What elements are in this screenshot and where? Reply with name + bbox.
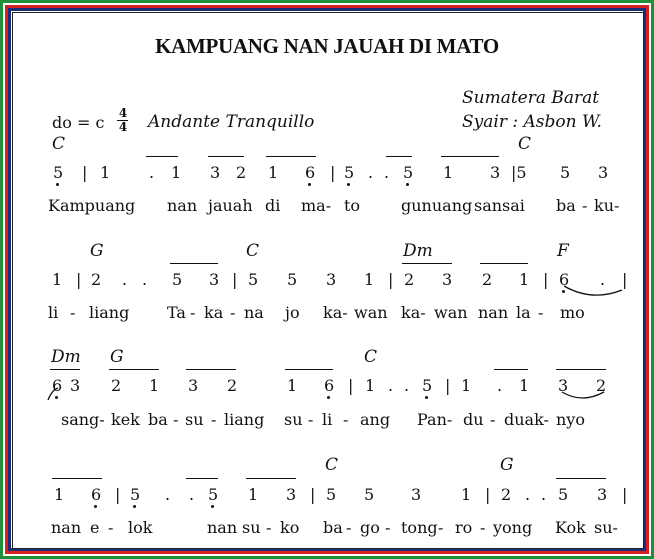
lyric: - <box>173 410 179 429</box>
barline: | <box>485 485 491 504</box>
lyric: - <box>346 518 352 537</box>
note: 6 <box>91 485 102 504</box>
note: 5 <box>53 163 64 182</box>
note: 2 <box>404 270 415 289</box>
note: 1 <box>519 376 530 395</box>
note: 1 <box>364 270 375 289</box>
note: 2 <box>236 163 247 182</box>
note: 5 <box>130 485 141 504</box>
lyric: - <box>70 303 76 322</box>
note: 3 <box>188 376 199 395</box>
lyric: - <box>343 410 349 429</box>
note: 1 <box>54 485 65 504</box>
lyric: su- <box>594 518 618 537</box>
lyric: - <box>538 303 544 322</box>
lyric: ka <box>204 303 224 322</box>
lyric: - <box>480 518 486 537</box>
note: 6 <box>324 376 335 395</box>
barline: | <box>445 376 451 395</box>
note: 1 <box>519 270 530 289</box>
chord: G <box>500 455 514 475</box>
lyric: jo <box>285 303 300 322</box>
lyric: duak- <box>504 410 549 429</box>
note: 3 <box>209 270 220 289</box>
lyric: ba <box>323 518 343 537</box>
lyric: na <box>244 303 264 322</box>
origin-label: Sumatera Barat <box>462 88 600 108</box>
barline: | <box>622 270 628 289</box>
time-signature-bottom: 4 <box>118 120 128 134</box>
lyric: - <box>211 410 217 429</box>
slur <box>44 386 64 402</box>
note-rest: . <box>388 376 394 395</box>
note: 6 <box>559 270 570 289</box>
note-rest: . <box>149 163 155 182</box>
lyric: su <box>242 518 261 537</box>
lyric: liang <box>89 303 130 322</box>
lyric: ka- <box>401 303 426 322</box>
chord: C <box>325 455 339 475</box>
lyric: to <box>344 196 361 215</box>
note: 3 <box>598 163 609 182</box>
note-rest: . <box>142 270 148 289</box>
lyric: ma- <box>301 196 332 215</box>
note: 5 <box>287 270 298 289</box>
note: 1 <box>248 485 259 504</box>
lyric: nan <box>478 303 509 322</box>
lyric: di <box>265 196 281 215</box>
lyricist-label: Syair : Asbon W. <box>462 112 602 132</box>
note: 5 <box>560 163 571 182</box>
note: 1 <box>149 376 160 395</box>
lyric: Kok <box>555 518 586 537</box>
lyric: su <box>284 410 303 429</box>
slur <box>560 390 610 404</box>
lyric: - <box>490 410 496 429</box>
note-rest: . <box>122 270 128 289</box>
barline: | <box>348 376 354 395</box>
lyric: - <box>438 518 444 537</box>
note: 5 <box>558 485 569 504</box>
note-rest: . <box>541 485 547 504</box>
barline: | <box>115 485 121 504</box>
lyric: wan <box>354 303 388 322</box>
tempo-marking: Andante Tranquillo <box>148 112 315 132</box>
lyric: ko <box>280 518 300 537</box>
barline: | <box>622 485 628 504</box>
lyric: sansai <box>474 196 525 215</box>
lyric: li <box>48 303 59 322</box>
lyric: gunuang <box>401 196 473 215</box>
lyric: li <box>322 410 333 429</box>
note: 3 <box>597 485 608 504</box>
chord: Dm <box>51 347 81 367</box>
note: 1 <box>287 376 298 395</box>
note: 5 <box>422 376 433 395</box>
lyric: ba <box>556 196 576 215</box>
slur <box>562 284 624 300</box>
lower-octave-dot <box>56 183 59 186</box>
lyric: tong <box>401 518 438 537</box>
note: 2 <box>227 376 238 395</box>
lyric: nan <box>207 518 238 537</box>
barline: | <box>388 270 394 289</box>
note: 3 <box>70 376 81 395</box>
lyric: liang <box>224 410 265 429</box>
time-signature-top: 4 <box>118 106 128 120</box>
lyric: - <box>308 410 314 429</box>
lyric: wan <box>434 303 468 322</box>
lyric: - <box>230 303 236 322</box>
note: 3 <box>286 485 297 504</box>
note: 1 <box>461 376 472 395</box>
note: 3 <box>411 485 422 504</box>
lyric: - <box>582 196 588 215</box>
note: 1 <box>268 163 279 182</box>
barline: | <box>330 163 336 182</box>
note: 1 <box>461 485 472 504</box>
note: 3 <box>558 376 569 395</box>
note: 2 <box>596 376 607 395</box>
key-signature: do = c <box>52 113 105 132</box>
chord: F <box>557 241 569 261</box>
note-rest: . <box>384 163 390 182</box>
barline: | <box>76 270 82 289</box>
note: 5 <box>326 485 337 504</box>
note-rest: . <box>165 485 171 504</box>
lyric: Ta <box>167 303 186 322</box>
note: 3 <box>326 270 337 289</box>
lyric: Kampuang <box>48 196 136 215</box>
lyric: go <box>360 518 380 537</box>
note: 6 <box>52 376 63 395</box>
note-rest: . <box>368 163 374 182</box>
lyric: lok <box>128 518 153 537</box>
note-rest: . <box>525 485 531 504</box>
note: 6 <box>305 163 316 182</box>
chord: G <box>110 347 124 367</box>
chord: G <box>90 241 104 261</box>
note: 3 <box>442 270 453 289</box>
barline: | <box>543 270 549 289</box>
note-rest: . <box>404 376 410 395</box>
barline: | <box>82 163 88 182</box>
barline: | <box>232 270 238 289</box>
lyric: - <box>385 518 391 537</box>
chord: C <box>364 347 378 367</box>
lyric: - <box>266 518 272 537</box>
note: 5 <box>248 270 259 289</box>
lyric: kek <box>111 410 140 429</box>
note: 5 <box>208 485 219 504</box>
note: 1 <box>443 163 454 182</box>
frame-blue-border <box>8 8 646 11</box>
lyric: ba <box>148 410 168 429</box>
lyric: ka- <box>323 303 348 322</box>
note: 2 <box>91 270 102 289</box>
note: 3 <box>210 163 221 182</box>
lyric: la <box>516 303 531 322</box>
chord: Dm <box>403 241 433 261</box>
barline: | <box>310 485 316 504</box>
lyric: Pan- <box>417 410 453 429</box>
note: 3 <box>490 163 501 182</box>
lyric: nan <box>167 196 198 215</box>
lyric: - <box>108 518 114 537</box>
lyric: e <box>90 518 100 537</box>
note: 5 <box>344 163 355 182</box>
note: 5 <box>403 163 414 182</box>
lyric: - <box>190 303 196 322</box>
note-rest: . <box>497 376 503 395</box>
chord: C <box>518 134 532 154</box>
note: 1 <box>171 163 182 182</box>
note: 2 <box>111 376 122 395</box>
lyric: ro <box>455 518 473 537</box>
lyric: jauah <box>208 196 253 215</box>
lyric: nan <box>51 518 82 537</box>
note: 1 <box>100 163 111 182</box>
note: 1 <box>365 376 376 395</box>
chord: C <box>52 134 66 154</box>
lyric: ku- <box>594 196 620 215</box>
lyric: du <box>463 410 484 429</box>
lyric: yong <box>493 518 533 537</box>
note: 5 <box>364 485 375 504</box>
lyric: sang- <box>61 410 105 429</box>
lyric: nyo <box>556 410 585 429</box>
note: 1 <box>52 270 63 289</box>
lyric: ang <box>360 410 391 429</box>
note-rest: . <box>600 270 606 289</box>
lyric: su <box>185 410 204 429</box>
note-rest: . <box>189 485 195 504</box>
note: 2 <box>482 270 493 289</box>
barline-note: |5 <box>511 163 527 182</box>
song-title: KAMPUANG NAN JAUAH DI MATO <box>155 34 499 58</box>
chord: C <box>246 241 260 261</box>
note: 2 <box>501 485 512 504</box>
lyric: mo <box>560 303 585 322</box>
note: 5 <box>172 270 183 289</box>
